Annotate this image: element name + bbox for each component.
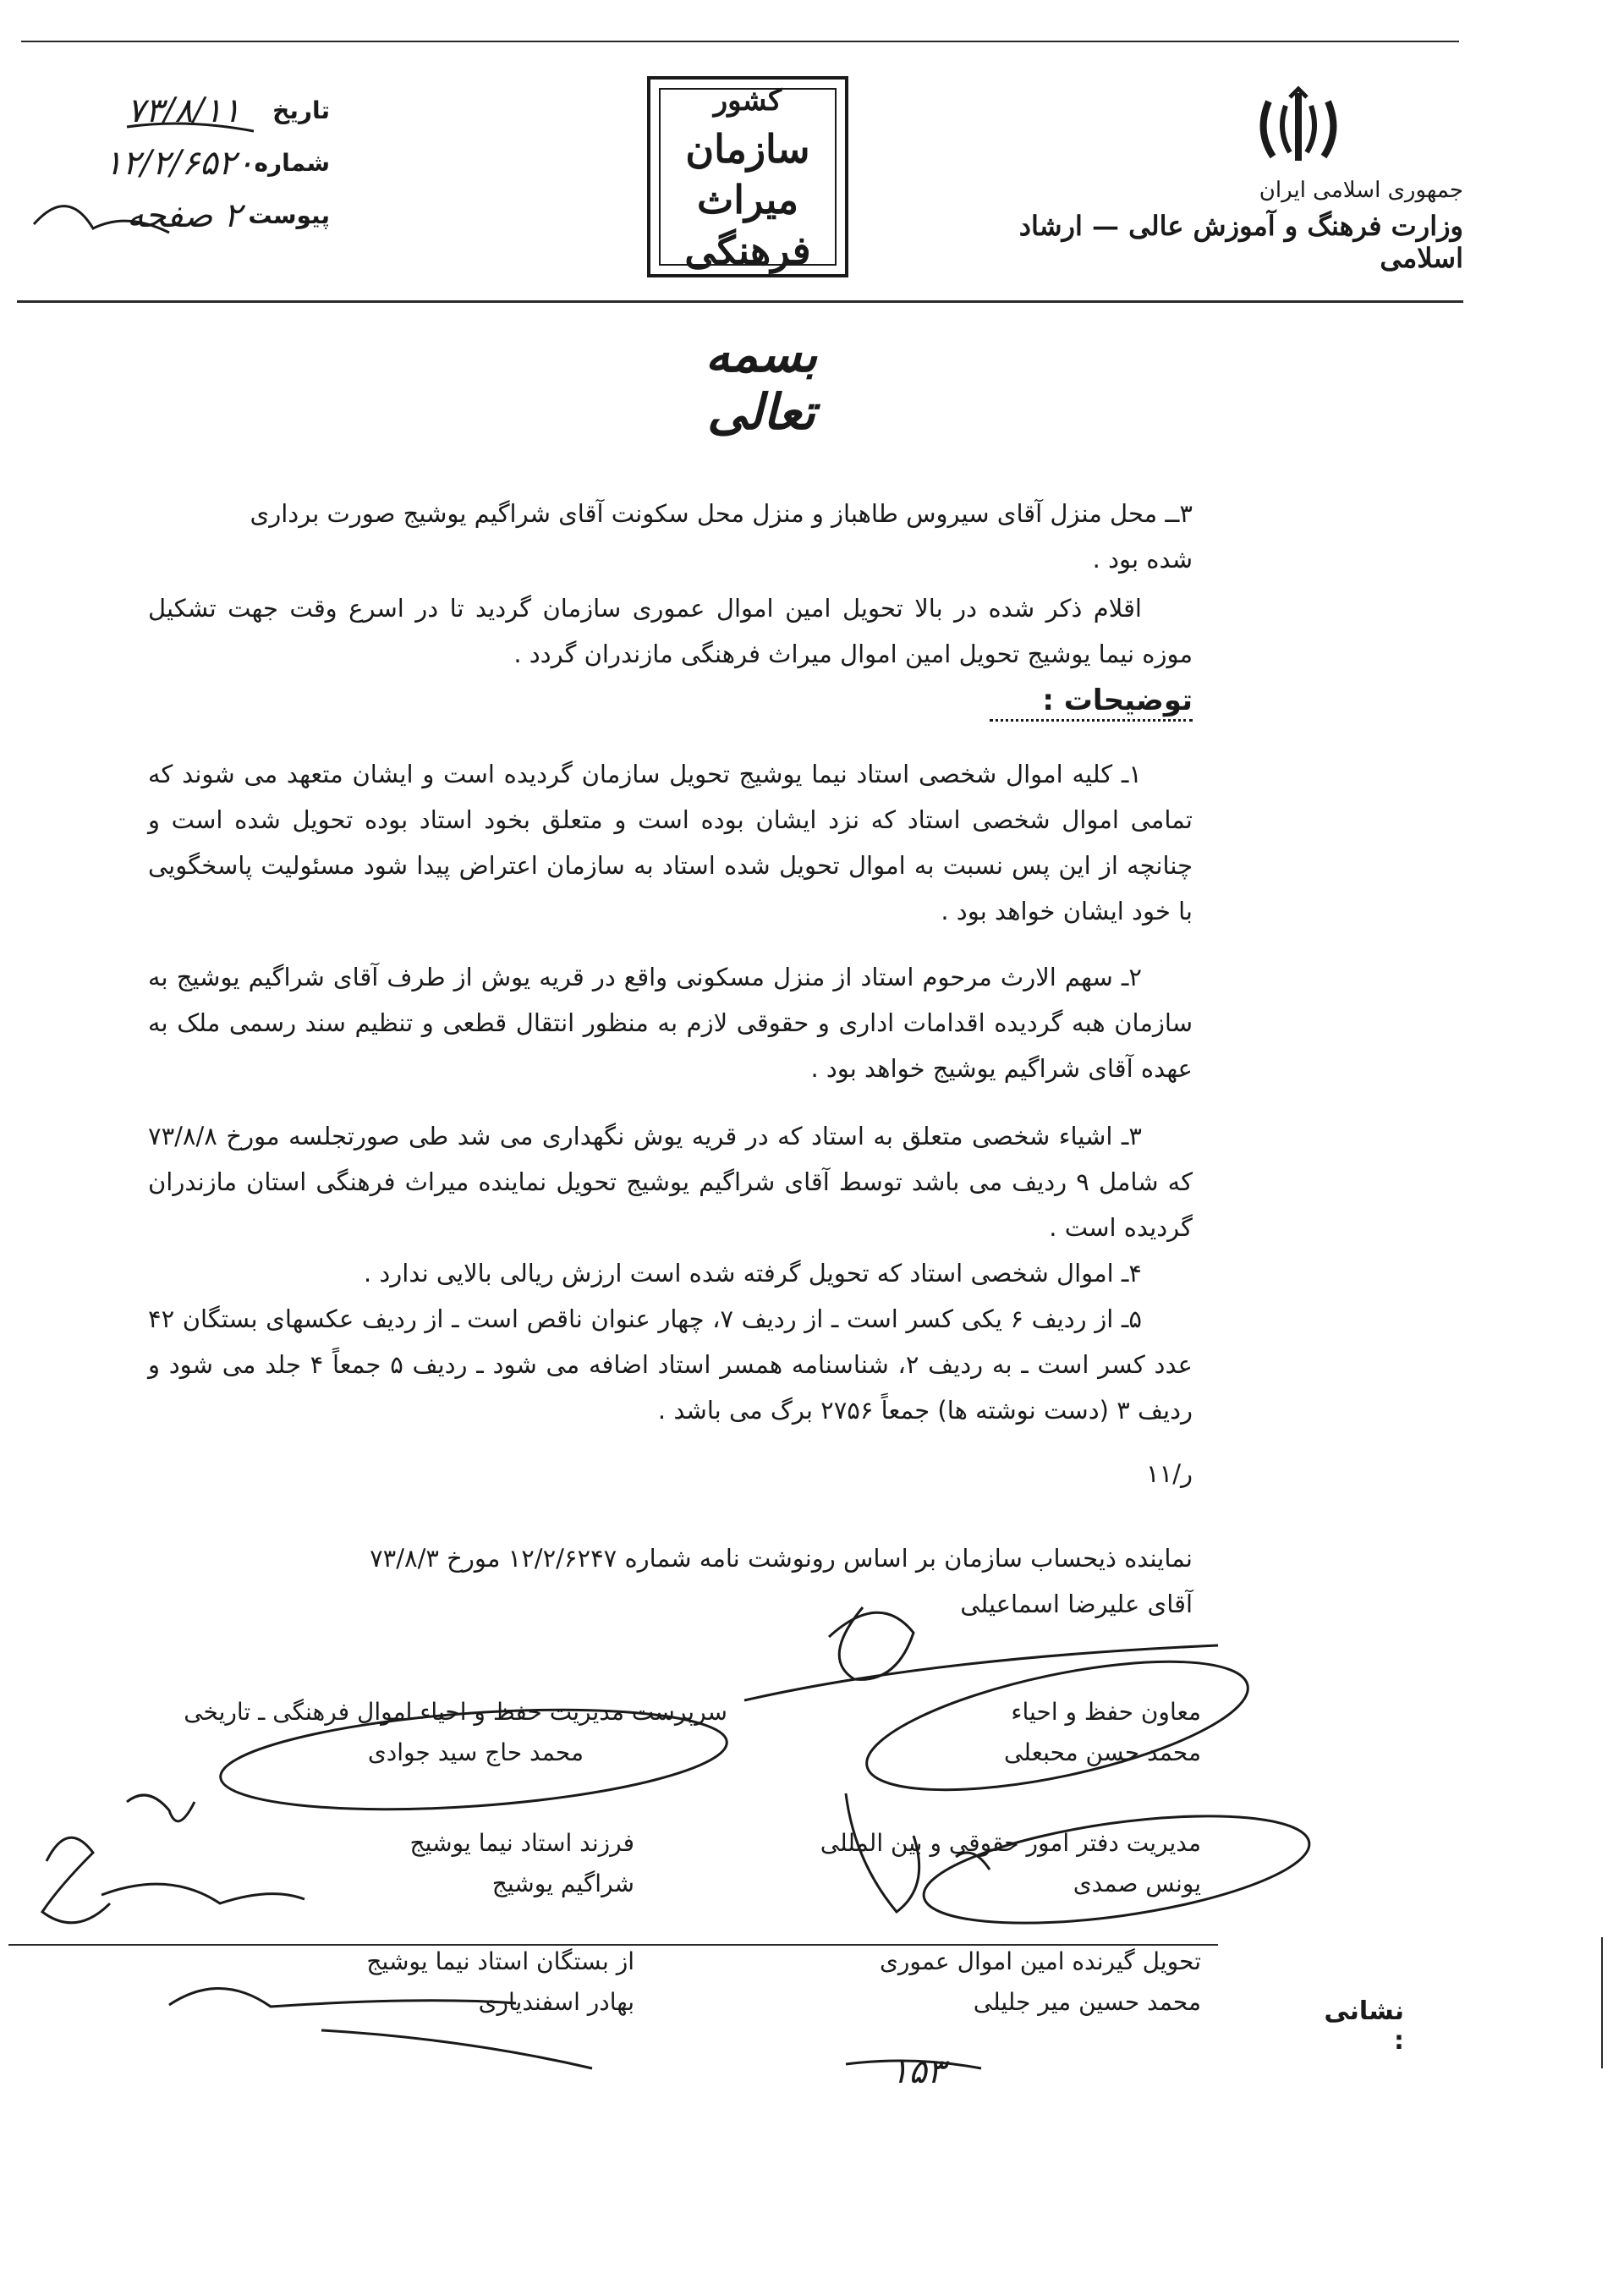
signature-right-2-name: یونس صمدی xyxy=(1073,1870,1201,1897)
note-item-1: ۱ـ کلیه اموال شخصی استاد نیما یوشیج تحویل سازمان گردیده است و ایشان متعهد می شوند که تمامی اموال شخصی استاد که نزد ایشان بوده است و متعلق بخود استاد بوده تحویل شده است و چنانچه از این پس نسبت به اموال تحویل شده استاد به سازمان اعتراض پیدا شود مسئولیت پاسخگویی با خود ایشان خواهد بود . xyxy=(148,760,1193,925)
ministry-name: وزارت فرهنگ و آموزش عالی — ارشاد اسلامی xyxy=(1018,210,1463,274)
paragraph-2: اقلام ذکر شده در بالا تحویل امین اموال عموری سازمان گردید تا در اسرع وقت جهت تشکیل موزه نیما یوشیج تحویل امین اموال میراث فرهنگی مازندران گردد . xyxy=(148,594,1193,668)
attachment-label: پیوست xyxy=(248,201,330,229)
signature-right-1-title: معاون حفظ و احیاء xyxy=(1011,1698,1201,1726)
note-item-4: ۴ـ اموال شخصی استاد که تحویل گرفته شده است ارزش ریالی بالایی ندارد . xyxy=(363,1259,1142,1288)
logo-line-1: کشور xyxy=(713,84,782,118)
signature-right-2-title: مدیریت دفتر امور حقوقی و بین المللی xyxy=(820,1829,1201,1857)
address-label: نشانی : xyxy=(1324,1996,1404,2056)
paragraph-1-line-1: ۳ــ محل منزل آقای سیروس طاهباز و منزل محل سکونت آقای شراگیم یوشیج صورت برداری xyxy=(250,499,1193,528)
note-item-2: ۲ـ سهم الارث مرحوم استاد از منزل مسکونی واقع در قریه یوش از طرف آقای شراگیم یوشیج به سازمان هبه گردیده اقدامات اداری و حقوقی لازم به منظور انتقال قطعی و تنظیم سند رسمی ملک به عهده آقای شراگیم یوشیج خواهد بود . xyxy=(148,963,1193,1083)
attachment-value: ۲ صفحه xyxy=(127,196,242,235)
republic-name: جمهوری اسلامی ایران xyxy=(1259,178,1463,203)
note-item-5: ۵ـ از ردیف ۶ یکی کسر است ـ از ردیف ۷، چهار عنوان ناقص است ـ از ردیف عکسهای بستگان ۴۲ عدد کسر است ـ به ردیف ۲، شناسنامه همسر استاد اضافه می شود ـ ردیف ۵ جمعاً ۴ جلد می شود و ردیف ۳ (دست نوشته ها) جمعاً ۲۷۵۶ برگ می باشد . xyxy=(148,1304,1193,1425)
signature-left-1-title: سرپرست مدیریت حفظ و احیاء اموال فرهنگی ـ تاریخی xyxy=(184,1698,727,1726)
date-label: تاریخ xyxy=(272,96,330,124)
signature-left-3-name: بهادر اسفندیاری xyxy=(478,1988,634,2016)
note-item-5-tail: ۱۱/ر xyxy=(1146,1459,1193,1488)
note-item-3: ۳ـ اشیاء شخصی متعلق به استاد که در قریه یوش نگهداری می شد طی صورتجلسه مورخ ۷۳/۸/۸ که شامل ۹ ردیف می باشد توسط آقای شراگیم یوشیج تحویل نماینده میراث فرهنگی استان مازندران گردیده است . xyxy=(148,1122,1193,1242)
logo-line-2: سازمان میراث فرهنگی xyxy=(684,126,811,273)
number-value: ۱۲/۲/۶۵۲۰ xyxy=(104,144,255,183)
paragraph-1-line-2: شده بود . xyxy=(1092,545,1193,574)
signature-left-2-name: شراگیم یوشیج xyxy=(491,1870,634,1897)
basmala: بسمه تعالی xyxy=(705,326,818,441)
signature-left-1-name: محمد حاج سید جوادی xyxy=(367,1738,584,1766)
signature-left-2-title: فرزند استاد نیما یوشیج xyxy=(409,1829,634,1857)
date-value: ۷۳/۸/۱۱ xyxy=(127,91,241,130)
notes-heading: توضیحات : xyxy=(990,684,1193,722)
number-label: شماره xyxy=(254,149,330,177)
signature-left-3-title: از بستگان استاد نیما یوشیج xyxy=(366,1947,634,1975)
page-mark: ۱۵۳ xyxy=(890,2052,946,2091)
signature-right-3-name: محمد حسین میر جلیلی xyxy=(973,1988,1201,2016)
representative-line-1: نماینده ذیحساب سازمان بر اساس رونوشت نامه شماره ۱۲/۲/۶۲۴۷ مورخ ۷۳/۸/۳ xyxy=(370,1544,1193,1573)
representative-line-2: آقای علیرضا اسماعیلی xyxy=(960,1590,1193,1618)
signature-right-3-title: تحویل گیرنده امین اموال عموری xyxy=(879,1947,1201,1975)
signature-right-1-name: محمد حسن محبعلی xyxy=(1004,1738,1201,1766)
